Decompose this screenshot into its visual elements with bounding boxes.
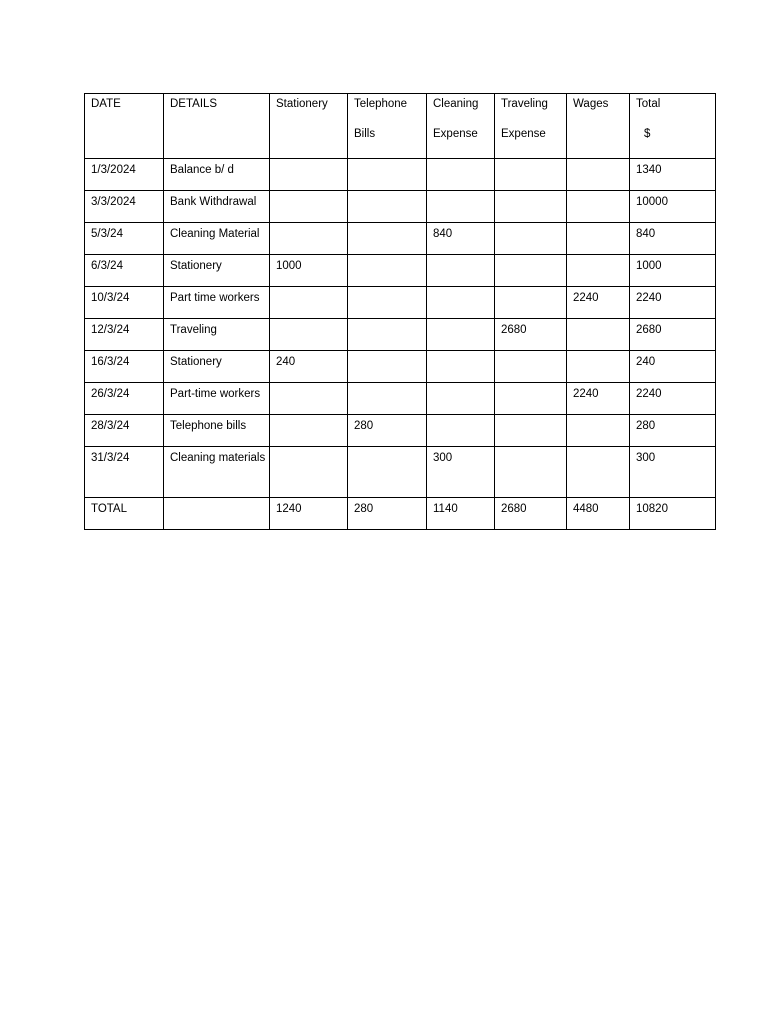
cell-date: 28/3/24 bbox=[85, 415, 164, 447]
cell-traveling-expense bbox=[495, 191, 567, 223]
cell-stationery bbox=[270, 159, 348, 191]
cell-cleaning-expense bbox=[427, 383, 495, 415]
cell-total: 1340 bbox=[630, 159, 716, 191]
cell-total: 2240 bbox=[630, 383, 716, 415]
cell-stationery bbox=[270, 191, 348, 223]
cell-date: 6/3/24 bbox=[85, 255, 164, 287]
cell-wages: 2240 bbox=[567, 383, 630, 415]
header-label: Cleaning bbox=[433, 98, 479, 110]
cell-telephone-bills bbox=[348, 447, 427, 498]
table-row bbox=[85, 415, 716, 447]
cell-total: 300 bbox=[630, 447, 716, 498]
cell-details: Stationery bbox=[164, 255, 270, 287]
cell-traveling-expense bbox=[495, 383, 567, 415]
cell-date: 3/3/2024 bbox=[85, 191, 164, 223]
table-row bbox=[85, 319, 716, 351]
cell-cleaning-expense bbox=[427, 255, 495, 287]
table-row bbox=[85, 255, 716, 287]
header-row bbox=[85, 94, 716, 159]
cell-stationery: 240 bbox=[270, 351, 348, 383]
header-label: DETAILS bbox=[170, 98, 218, 110]
cell-total: 240 bbox=[630, 351, 716, 383]
cell-traveling-expense-total: 2680 bbox=[495, 498, 567, 530]
cell-wages bbox=[567, 319, 630, 351]
header-cell-traveling-expense bbox=[495, 94, 567, 159]
cell-date: 31/3/24 bbox=[85, 447, 164, 498]
cell-wages bbox=[567, 255, 630, 287]
cell-total: 840 bbox=[630, 223, 716, 255]
cell-traveling-expense bbox=[495, 447, 567, 498]
header-cell-stationery bbox=[270, 94, 348, 159]
cell-total: 280 bbox=[630, 415, 716, 447]
cell-traveling-expense bbox=[495, 255, 567, 287]
cell-date: 16/3/24 bbox=[85, 351, 164, 383]
cell-stationery-total: 1240 bbox=[270, 498, 348, 530]
cell-total: 2680 bbox=[630, 319, 716, 351]
cell-traveling-expense: 2680 bbox=[495, 319, 567, 351]
cell-traveling-expense bbox=[495, 415, 567, 447]
header-label-line2: $ bbox=[644, 128, 651, 140]
cell-details: Balance b/ d bbox=[164, 159, 270, 191]
cell-date: 5/3/24 bbox=[85, 223, 164, 255]
cell-total: 1000 bbox=[630, 255, 716, 287]
header-cell-cleaning-expense bbox=[427, 94, 495, 159]
cell-wages bbox=[567, 223, 630, 255]
cell-stationery: 1000 bbox=[270, 255, 348, 287]
cell-wages bbox=[567, 447, 630, 498]
expense-ledger-table bbox=[84, 93, 716, 530]
table-row bbox=[85, 191, 716, 223]
cell-wages bbox=[567, 159, 630, 191]
header-label: Telephone bbox=[354, 98, 408, 110]
cell-cleaning-expense bbox=[427, 159, 495, 191]
cell-cleaning-expense bbox=[427, 415, 495, 447]
header-label: Traveling bbox=[501, 98, 548, 110]
cell-details: Stationery bbox=[164, 351, 270, 383]
cell-details: Part-time workers bbox=[164, 383, 270, 415]
cell-telephone-bills bbox=[348, 351, 427, 383]
cell-telephone-bills bbox=[348, 319, 427, 351]
cell-telephone-bills bbox=[348, 223, 427, 255]
header-label-line2: Expense bbox=[433, 128, 478, 140]
header-label: Total bbox=[636, 98, 661, 110]
cell-cleaning-expense bbox=[427, 319, 495, 351]
cell-total: 10000 bbox=[630, 191, 716, 223]
cell-cleaning-expense bbox=[427, 351, 495, 383]
cell-wages bbox=[567, 191, 630, 223]
cell-date: 1/3/2024 bbox=[85, 159, 164, 191]
cell-cleaning-expense: 300 bbox=[427, 447, 495, 498]
cell-cleaning-expense bbox=[427, 287, 495, 319]
cell-traveling-expense bbox=[495, 223, 567, 255]
cell-traveling-expense bbox=[495, 287, 567, 319]
table-row bbox=[85, 287, 716, 319]
cell-details: Part time workers bbox=[164, 287, 270, 319]
header-cell-details bbox=[164, 94, 270, 159]
cell-date: 10/3/24 bbox=[85, 287, 164, 319]
cell-cleaning-expense: 840 bbox=[427, 223, 495, 255]
cell-wages-total: 4480 bbox=[567, 498, 630, 530]
table-row bbox=[85, 383, 716, 415]
cell-date: 12/3/24 bbox=[85, 319, 164, 351]
header-cell-telephone-bills bbox=[348, 94, 427, 159]
table-row bbox=[85, 447, 716, 498]
cell-telephone-bills bbox=[348, 255, 427, 287]
cell-wages bbox=[567, 415, 630, 447]
cell-telephone-bills bbox=[348, 287, 427, 319]
cell-telephone-bills-total: 280 bbox=[348, 498, 427, 530]
cell-date: 26/3/24 bbox=[85, 383, 164, 415]
cell-details bbox=[164, 498, 270, 530]
cell-telephone-bills bbox=[348, 191, 427, 223]
cell-wages bbox=[567, 351, 630, 383]
header-label: Stationery bbox=[276, 98, 328, 110]
header-label-line2: Bills bbox=[354, 128, 376, 140]
table-row bbox=[85, 159, 716, 191]
cell-stationery bbox=[270, 287, 348, 319]
cell-details: Cleaning materials bbox=[164, 447, 270, 498]
cell-stationery bbox=[270, 447, 348, 498]
cell-details: Bank Withdrawal bbox=[164, 191, 270, 223]
totals-row bbox=[85, 498, 716, 530]
cell-traveling-expense bbox=[495, 159, 567, 191]
cell-telephone-bills bbox=[348, 159, 427, 191]
table-row bbox=[85, 223, 716, 255]
cell-stationery bbox=[270, 223, 348, 255]
cell-grand-total: 10820 bbox=[630, 498, 716, 530]
header-cell-wages bbox=[567, 94, 630, 159]
cell-telephone-bills: 280 bbox=[348, 415, 427, 447]
cell-telephone-bills bbox=[348, 383, 427, 415]
header-label: Wages bbox=[573, 98, 609, 110]
cell-traveling-expense bbox=[495, 351, 567, 383]
cell-stationery bbox=[270, 319, 348, 351]
header-cell-total bbox=[630, 94, 716, 159]
cell-total: 2240 bbox=[630, 287, 716, 319]
cell-wages: 2240 bbox=[567, 287, 630, 319]
cell-stationery bbox=[270, 383, 348, 415]
header-label: DATE bbox=[91, 98, 121, 110]
table-row bbox=[85, 351, 716, 383]
cell-total-label: TOTAL bbox=[85, 498, 164, 530]
cell-cleaning-expense bbox=[427, 191, 495, 223]
header-cell-date bbox=[85, 94, 164, 159]
cell-stationery bbox=[270, 415, 348, 447]
cell-details: Telephone bills bbox=[164, 415, 270, 447]
cell-cleaning-expense-total: 1140 bbox=[427, 498, 495, 530]
cell-details: Cleaning Material bbox=[164, 223, 270, 255]
header-label-line2: Expense bbox=[501, 128, 546, 140]
cell-details: Traveling bbox=[164, 319, 270, 351]
